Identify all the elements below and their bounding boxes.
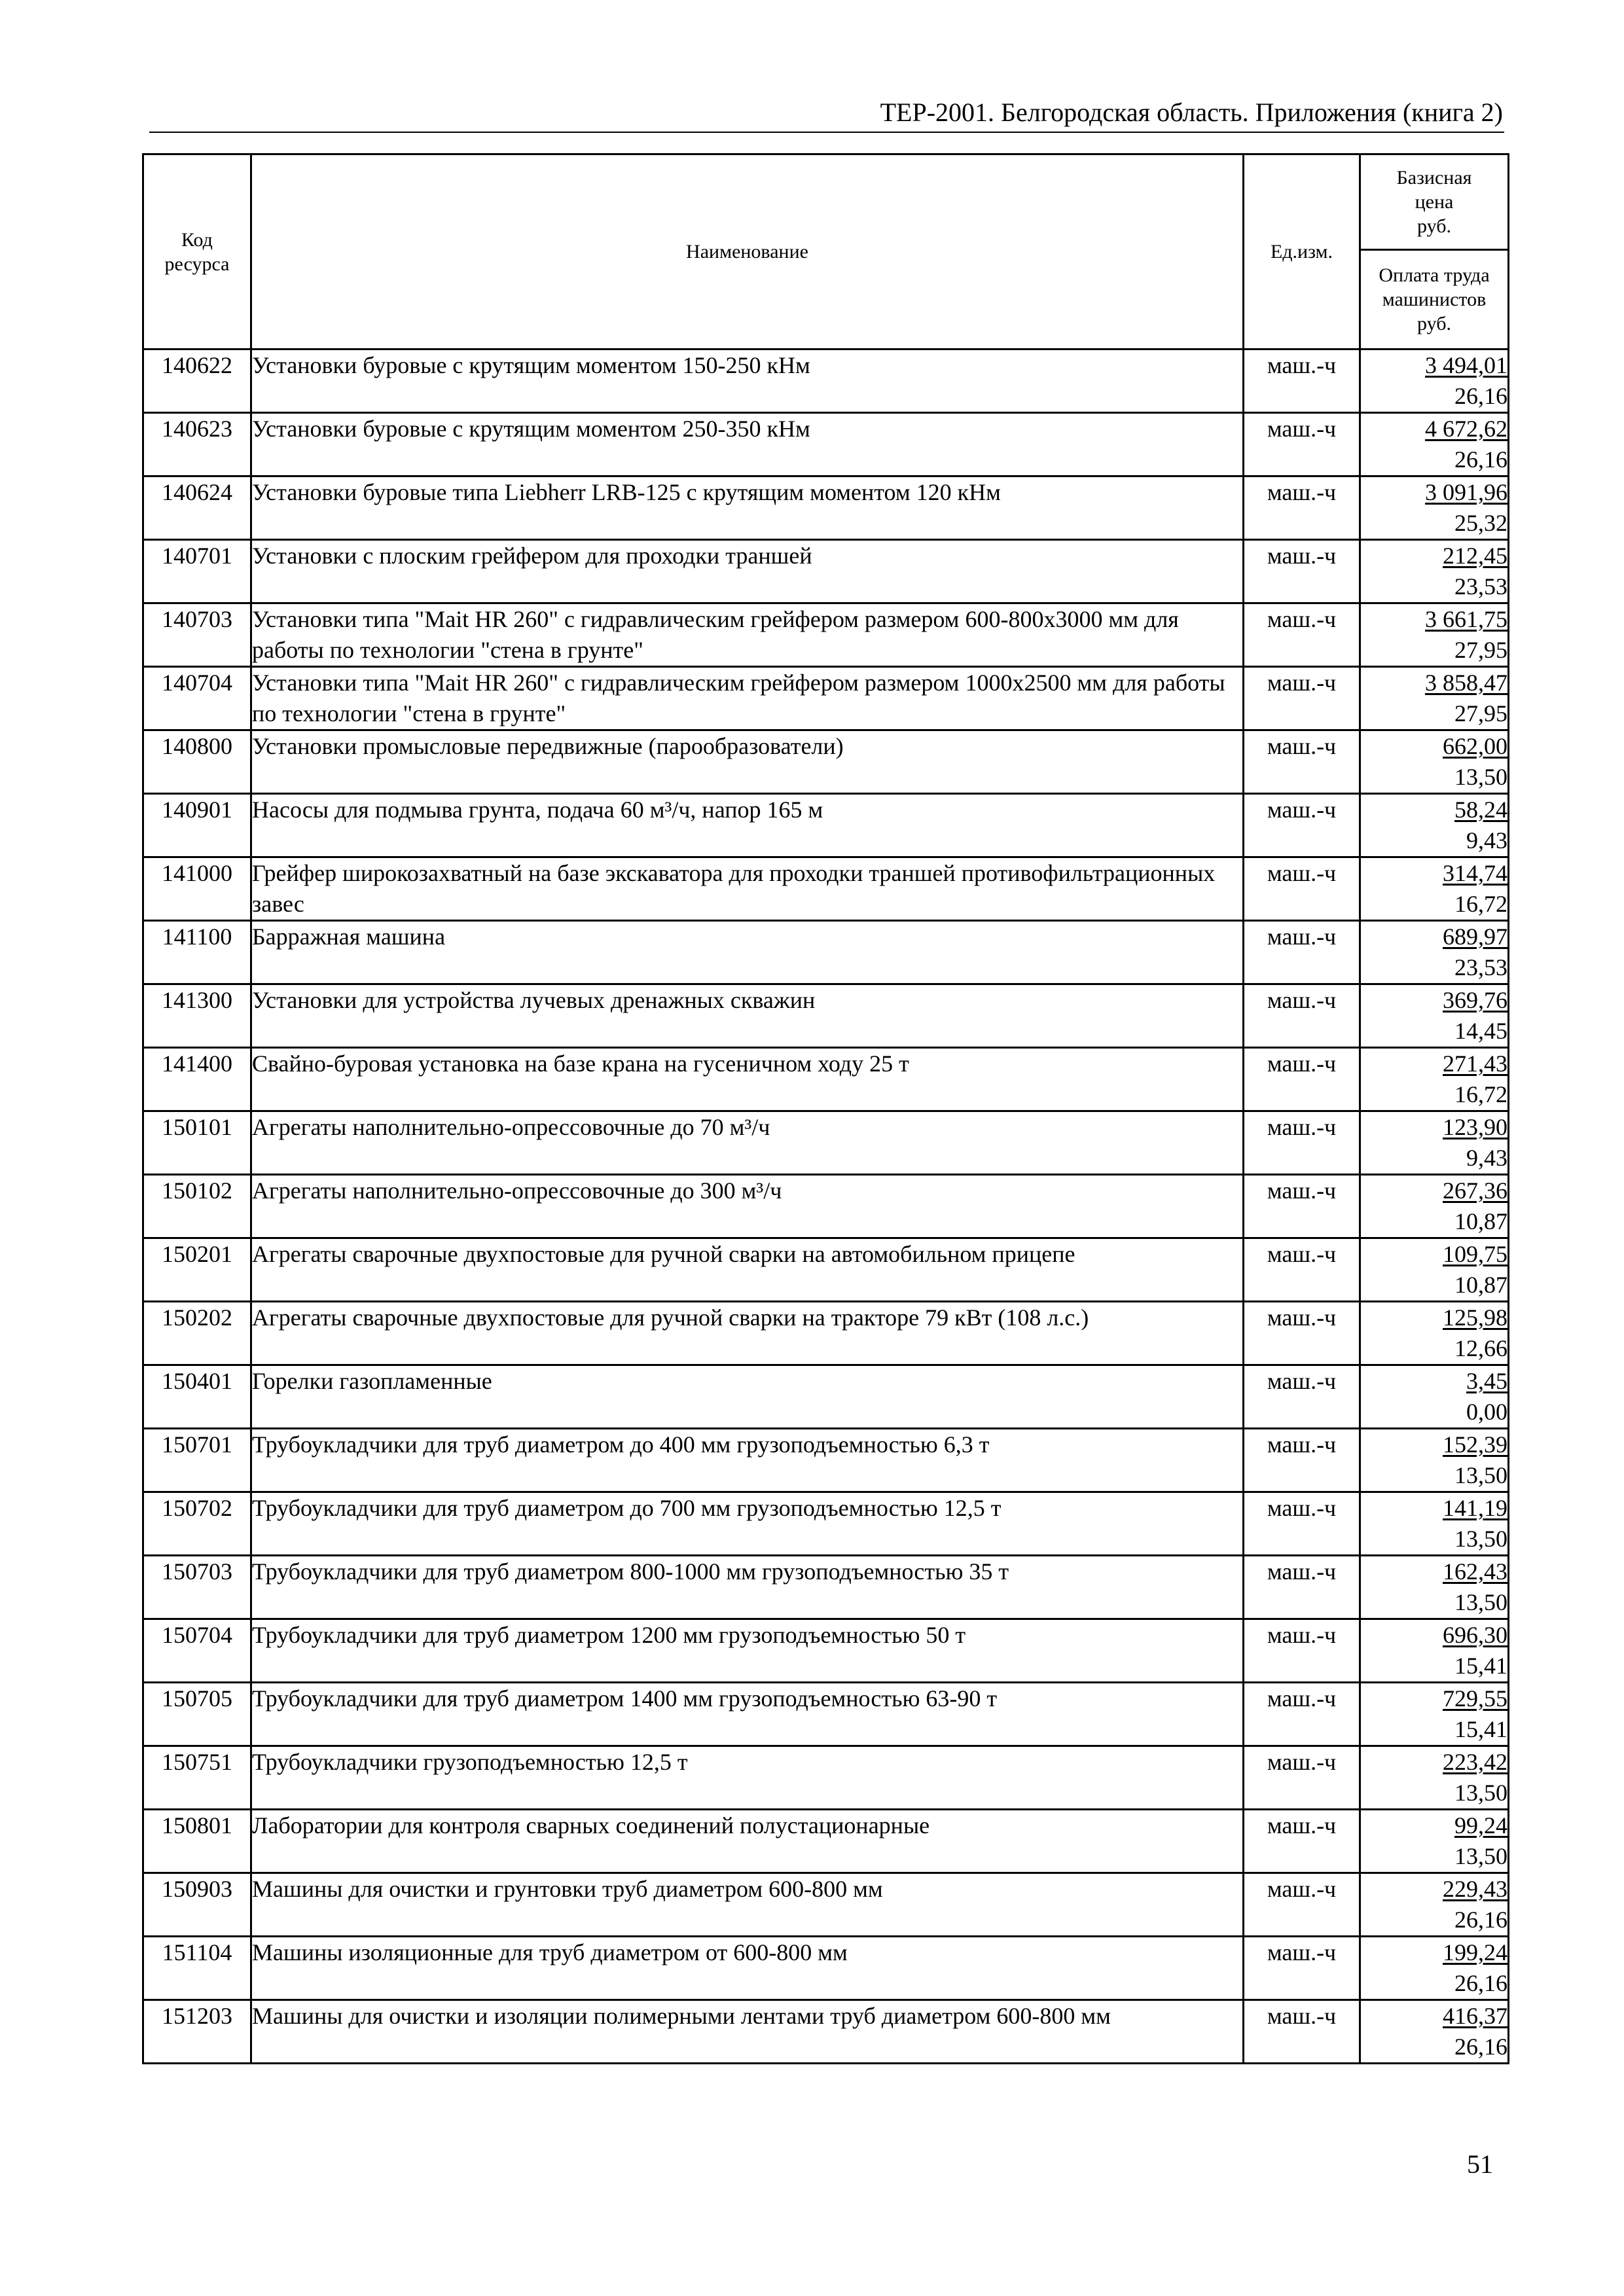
base-price-value: 416,37 [1443,2003,1507,2029]
unit-cell [1244,476,1360,540]
resource-code: 150705 [162,1685,232,1712]
resource-name: Агрегаты наполнительно-опрессовочные до 300 м³/ч [252,1177,782,1204]
price-cell [1360,2000,1509,2064]
unit-cell [1244,1111,1360,1175]
table-row [143,1556,1509,1619]
resource-code-cell [143,1746,251,1810]
resource-code: 140701 [162,543,232,569]
resource-code: 150102 [162,1177,232,1204]
unit-cell [1244,921,1360,984]
table-row [143,667,1509,730]
resource-code-cell [143,1048,251,1111]
resource-name: Свайно-буровая установка на базе крана на гусеничном ходу 25 т [252,1050,909,1077]
operator-wage-value: 26,16 [1454,383,1507,409]
operator-wage-value: 25,32 [1454,510,1507,536]
table-row [143,984,1509,1048]
resource-code-cell [143,1302,251,1365]
resource-code-cell [143,1429,251,1492]
resource-code: 140901 [162,797,232,823]
table-row [143,1302,1509,1365]
resource-name: Установки типа "Mait HR 260" с гидравлическим грейфером размером 1000х2500 мм для работы по технологии "стена в грунте" [252,670,1225,726]
price-cell [1360,1492,1509,1556]
resource-code: 150702 [162,1495,232,1521]
unit-cell [1244,1937,1360,2000]
resource-name: Установки буровые с крутящим моментом 250-350 кНм [252,416,810,442]
resource-name-cell [251,1937,1244,2000]
resource-name: Машины изоляционные для труб диаметром от 600-800 мм [252,1939,848,1965]
price-cell [1360,413,1509,476]
operator-wage-value: 13,50 [1454,764,1507,790]
price-cell [1360,921,1509,984]
resource-name-cell [251,1111,1244,1175]
table-row [143,1492,1509,1556]
unit-cell [1244,1619,1360,1683]
table-row [143,1810,1509,1873]
resource-name: Установки буровые типа Liebherr LRB-125 с крутящим моментом 120 кНм [252,479,1001,505]
table-row [143,540,1509,603]
price-cell [1360,1365,1509,1429]
unit-of-measure: маш.-ч [1267,987,1337,1013]
base-price-value: 141,19 [1443,1495,1507,1521]
base-price-value: 99,24 [1454,1812,1507,1839]
base-price-value: 314,74 [1443,860,1507,886]
resource-code-cell [143,413,251,476]
table-row [143,603,1509,667]
unit-of-measure: маш.-ч [1267,860,1337,886]
resource-name-cell [251,2000,1244,2064]
unit-of-measure: маш.-ч [1267,797,1337,823]
resource-name-cell [251,667,1244,730]
resource-name: Трубоукладчики для труб диаметром 1400 мм грузоподъемностью 63-90 т [252,1685,998,1712]
operator-wage-value: 16,72 [1454,1081,1507,1107]
resource-name-cell [251,921,1244,984]
table-row [143,1238,1509,1302]
unit-of-measure: маш.-ч [1267,670,1337,696]
price-cell [1360,540,1509,603]
resource-code: 150903 [162,1876,232,1902]
unit-of-measure: маш.-ч [1267,1558,1337,1585]
resource-name: Установки промысловые передвижные (парообразователи) [252,733,844,759]
operator-wage-value: 13,50 [1454,1843,1507,1869]
resource-code: 141100 [162,924,232,950]
resource-name-cell [251,1873,1244,1937]
unit-of-measure: маш.-ч [1267,2003,1337,2029]
operator-wage-value: 0,00 [1466,1399,1507,1425]
unit-of-measure: маш.-ч [1267,1939,1337,1965]
document-header-title: ТЕР-2001. Белгородская область. Приложения (книга 2) [880,98,1503,127]
resource-code-cell [143,667,251,730]
price-cell [1360,667,1509,730]
unit-of-measure: маш.-ч [1267,1368,1337,1394]
resource-code: 140703 [162,606,232,632]
resource-name: Трубоукладчики для труб диаметром до 400 мм грузоподъемностью 6,3 т [252,1431,990,1458]
unit-cell [1244,984,1360,1048]
price-cell [1360,794,1509,857]
operator-wage-value: 10,87 [1454,1272,1507,1298]
operator-wage-value: 26,16 [1454,1970,1507,1996]
resource-code-cell [143,921,251,984]
resource-code: 150101 [162,1114,232,1140]
resource-price-table [142,153,1509,2064]
resource-code: 150751 [162,1749,232,1775]
resource-name-cell [251,350,1244,413]
resource-code: 151104 [162,1939,232,1965]
resource-name-cell [251,857,1244,921]
unit-of-measure: маш.-ч [1267,543,1337,569]
base-price-value: 199,24 [1443,1939,1507,1965]
resource-name: Горелки газопламенные [252,1368,492,1394]
unit-cell [1244,603,1360,667]
base-price-value: 3 091,96 [1425,479,1507,505]
unit-cell [1244,730,1360,794]
resource-name: Трубоукладчики для труб диаметром 1200 мм грузоподъемностью 50 т [252,1622,966,1648]
resource-code: 150201 [162,1241,232,1267]
unit-cell [1244,1810,1360,1873]
unit-of-measure: маш.-ч [1267,733,1337,759]
resource-code-cell [143,1238,251,1302]
table-row [143,794,1509,857]
base-price-value: 662,00 [1443,733,1507,759]
resource-code-cell [143,1175,251,1238]
price-cell [1360,730,1509,794]
resource-name-cell [251,540,1244,603]
resource-code-cell [143,1937,251,2000]
table-row [143,1365,1509,1429]
unit-cell [1244,857,1360,921]
unit-cell [1244,540,1360,603]
resource-name-cell [251,476,1244,540]
unit-cell [1244,794,1360,857]
operator-wage-value: 15,41 [1454,1653,1507,1679]
resource-code: 150703 [162,1558,232,1585]
unit-cell [1244,1365,1360,1429]
operator-wage-value: 27,95 [1454,637,1507,663]
operator-wage-value: 9,43 [1466,827,1507,853]
unit-cell [1244,1556,1360,1619]
base-price-value: 3 661,75 [1425,606,1507,632]
resource-name: Установки для устройства лучевых дренажных скважин [252,987,816,1013]
resource-name-cell [251,794,1244,857]
resource-name: Лаборатории для контроля сварных соединений полустационарные [252,1812,930,1839]
price-cell [1360,1683,1509,1746]
price-cell [1360,1810,1509,1873]
resource-name-cell [251,730,1244,794]
resource-code-cell [143,857,251,921]
table-row [143,921,1509,984]
base-price-value: 229,43 [1443,1876,1507,1902]
unit-cell [1244,1175,1360,1238]
unit-of-measure: маш.-ч [1267,1050,1337,1077]
column-header-unit-label: Ед.изм. [1270,241,1333,262]
resource-code-cell [143,1810,251,1873]
operator-wage-value: 26,16 [1454,2034,1507,2060]
resource-code: 141000 [162,860,232,886]
column-header-name-label: Наименование [686,241,808,262]
resource-code-cell [143,603,251,667]
unit-of-measure: маш.-ч [1267,1431,1337,1458]
unit-cell [1244,350,1360,413]
resource-name: Агрегаты сварочные двухпостовые для ручной сварки на автомобильном прицепе [252,1241,1075,1267]
table-body [143,350,1509,2064]
unit-of-measure: маш.-ч [1267,924,1337,950]
resource-name-cell [251,603,1244,667]
unit-cell [1244,1302,1360,1365]
resource-code-cell [143,1683,251,1746]
base-price-value: 729,55 [1443,1685,1507,1712]
table-row [143,350,1509,413]
table-row [143,1683,1509,1746]
price-cell [1360,1111,1509,1175]
price-cell [1360,1619,1509,1683]
resource-code: 150202 [162,1304,232,1331]
table-row [143,1873,1509,1937]
table-row [143,1111,1509,1175]
base-price-value: 3,45 [1466,1368,1507,1394]
price-cell [1360,984,1509,1048]
unit-of-measure: маш.-ч [1267,416,1337,442]
unit-cell [1244,1238,1360,1302]
column-header-unit [1244,154,1360,350]
resource-code-cell [143,794,251,857]
base-price-value: 369,76 [1443,987,1507,1013]
table-row [143,730,1509,794]
unit-of-measure: маш.-ч [1267,606,1337,632]
resource-code: 150401 [162,1368,232,1394]
resource-code: 140800 [162,733,232,759]
resource-name-cell [251,1365,1244,1429]
table-row [143,2000,1509,2064]
base-price-value: 58,24 [1454,797,1507,823]
table-row [143,476,1509,540]
resource-name-cell [251,413,1244,476]
price-cell [1360,603,1509,667]
resource-name: Установки буровые с крутящим моментом 150-250 кНм [252,352,810,378]
column-header-base-price [1360,154,1509,250]
unit-cell [1244,413,1360,476]
resource-name-cell [251,1556,1244,1619]
resource-code: 141300 [162,987,232,1013]
resource-name-cell [251,1175,1244,1238]
resource-name: Машины для очистки и грунтовки труб диаметром 600-800 мм [252,1876,883,1902]
resource-code: 140622 [162,352,232,378]
unit-of-measure: маш.-ч [1267,479,1337,505]
resource-code: 150801 [162,1812,232,1839]
resource-name-cell [251,1810,1244,1873]
table-row [143,1048,1509,1111]
resource-code-cell [143,540,251,603]
operator-wage-value: 26,16 [1454,446,1507,473]
unit-of-measure: маш.-ч [1267,1495,1337,1521]
base-price-value: 109,75 [1443,1241,1507,1267]
operator-wage-value: 10,87 [1454,1208,1507,1234]
resource-code: 141400 [162,1050,232,1077]
resource-code-cell [143,730,251,794]
resource-code-cell [143,1556,251,1619]
resource-name: Насосы для подмыва грунта, подача 60 м³/ч, напор 165 м [252,797,823,823]
table-row [143,857,1509,921]
resource-name: Агрегаты сварочные двухпостовые для ручной сварки на тракторе 79 кВт (108 л.с.) [252,1304,1089,1331]
resource-code-cell [143,984,251,1048]
table-row [143,1619,1509,1683]
price-cell [1360,1175,1509,1238]
base-price-value: 212,45 [1443,543,1507,569]
column-header-name [251,154,1244,350]
unit-of-measure: маш.-ч [1267,352,1337,378]
unit-of-measure: маш.-ч [1267,1622,1337,1648]
base-price-value: 689,97 [1443,924,1507,950]
operator-wage-value: 13,50 [1454,1780,1507,1806]
operator-wage-value: 13,50 [1454,1462,1507,1488]
resource-name: Установки типа "Mait HR 260" с гидравлическим грейфером размером 600-800х3000 мм для работы по технологии "стена в грунте" [252,606,1179,663]
page-number: 51 [1467,2149,1493,2179]
price-cell [1360,1238,1509,1302]
unit-of-measure: маш.-ч [1267,1304,1337,1331]
table-header [143,154,1509,350]
resource-name: Трубоукладчики для труб диаметром 800-1000 мм грузоподъемностью 35 т [252,1558,1009,1585]
table-row [143,1429,1509,1492]
operator-wage-value: 13,50 [1454,1526,1507,1552]
unit-cell [1244,1492,1360,1556]
resource-name-cell [251,1746,1244,1810]
resource-name: Трубоукладчики грузоподъемностью 12,5 т [252,1749,688,1775]
base-price-value: 3 494,01 [1425,352,1507,378]
resource-code-cell [143,476,251,540]
column-header-base-price-label: Базисная цена руб. [1396,167,1472,237]
unit-cell [1244,1048,1360,1111]
unit-of-measure: маш.-ч [1267,1114,1337,1140]
resource-name-cell [251,984,1244,1048]
resource-name: Трубоукладчики для труб диаметром до 700 мм грузоподъемностью 12,5 т [252,1495,1001,1521]
unit-of-measure: маш.-ч [1267,1876,1337,1902]
table-row [143,1175,1509,1238]
operator-wage-value: 16,72 [1454,891,1507,917]
resource-name-cell [251,1619,1244,1683]
resource-name: Агрегаты наполнительно-опрессовочные до 70 м³/ч [252,1114,770,1140]
price-cell [1360,857,1509,921]
price-cell [1360,476,1509,540]
column-header-operator-wage-label: Оплата труда машинистов руб. [1379,264,1490,334]
price-cell [1360,1873,1509,1937]
operator-wage-value: 15,41 [1454,1716,1507,1742]
unit-of-measure: маш.-ч [1267,1685,1337,1712]
resource-code: 140624 [162,479,232,505]
table-row [143,1937,1509,2000]
resource-code: 140704 [162,670,232,696]
unit-of-measure: маш.-ч [1267,1177,1337,1204]
resource-code-cell [143,1492,251,1556]
price-cell [1360,1937,1509,2000]
resource-code-cell [143,1619,251,1683]
resource-name-cell [251,1492,1244,1556]
unit-cell [1244,2000,1360,2064]
resource-name-cell [251,1238,1244,1302]
base-price-value: 125,98 [1443,1304,1507,1331]
table-row [143,413,1509,476]
price-cell [1360,1429,1509,1492]
resource-name: Машины для очистки и изоляции полимерными лентами труб диаметром 600-800 мм [252,2003,1111,2029]
resource-code: 150701 [162,1431,232,1458]
unit-cell [1244,1429,1360,1492]
resource-name-cell [251,1429,1244,1492]
unit-cell [1244,1746,1360,1810]
column-header-code-label: Код ресурса [164,228,230,275]
resource-code-cell [143,1111,251,1175]
resource-code: 140623 [162,416,232,442]
base-price-value: 696,30 [1443,1622,1507,1648]
operator-wage-value: 23,53 [1454,573,1507,600]
resource-name-cell [251,1048,1244,1111]
base-price-value: 223,42 [1443,1749,1507,1775]
operator-wage-value: 27,95 [1454,700,1507,726]
operator-wage-value: 12,66 [1454,1335,1507,1361]
price-cell [1360,1302,1509,1365]
operator-wage-value: 13,50 [1454,1589,1507,1615]
resource-name: Барражная машина [252,924,446,950]
price-cell [1360,1746,1509,1810]
base-price-value: 152,39 [1443,1431,1507,1458]
unit-of-measure: маш.-ч [1267,1749,1337,1775]
operator-wage-value: 14,45 [1454,1018,1507,1044]
base-price-value: 123,90 [1443,1114,1507,1140]
resource-name: Установки с плоским грейфером для проходки траншей [252,543,812,569]
operator-wage-value: 9,43 [1466,1145,1507,1171]
column-header-code [143,154,251,350]
unit-cell [1244,667,1360,730]
base-price-value: 162,43 [1443,1558,1507,1585]
column-header-operator-wage [1360,250,1509,350]
base-price-value: 4 672,62 [1425,416,1507,442]
base-price-value: 3 858,47 [1425,670,1507,696]
operator-wage-value: 26,16 [1454,1907,1507,1933]
resource-code-cell [143,350,251,413]
header-divider [149,132,1504,133]
unit-of-measure: маш.-ч [1267,1241,1337,1267]
price-cell [1360,350,1509,413]
resource-name-cell [251,1302,1244,1365]
unit-cell [1244,1683,1360,1746]
operator-wage-value: 23,53 [1454,954,1507,980]
resource-code: 150704 [162,1622,232,1648]
resource-name: Грейфер широкозахватный на базе экскаватора для проходки траншей противофильтрационных завес [252,860,1216,917]
resource-name-cell [251,1683,1244,1746]
base-price-value: 267,36 [1443,1177,1507,1204]
resource-code: 151203 [162,2003,232,2029]
resource-code-cell [143,1873,251,1937]
price-cell [1360,1556,1509,1619]
resource-code-cell [143,2000,251,2064]
table-row [143,1746,1509,1810]
resource-code-cell [143,1365,251,1429]
unit-of-measure: маш.-ч [1267,1812,1337,1839]
price-cell [1360,1048,1509,1111]
unit-cell [1244,1873,1360,1937]
base-price-value: 271,43 [1443,1050,1507,1077]
